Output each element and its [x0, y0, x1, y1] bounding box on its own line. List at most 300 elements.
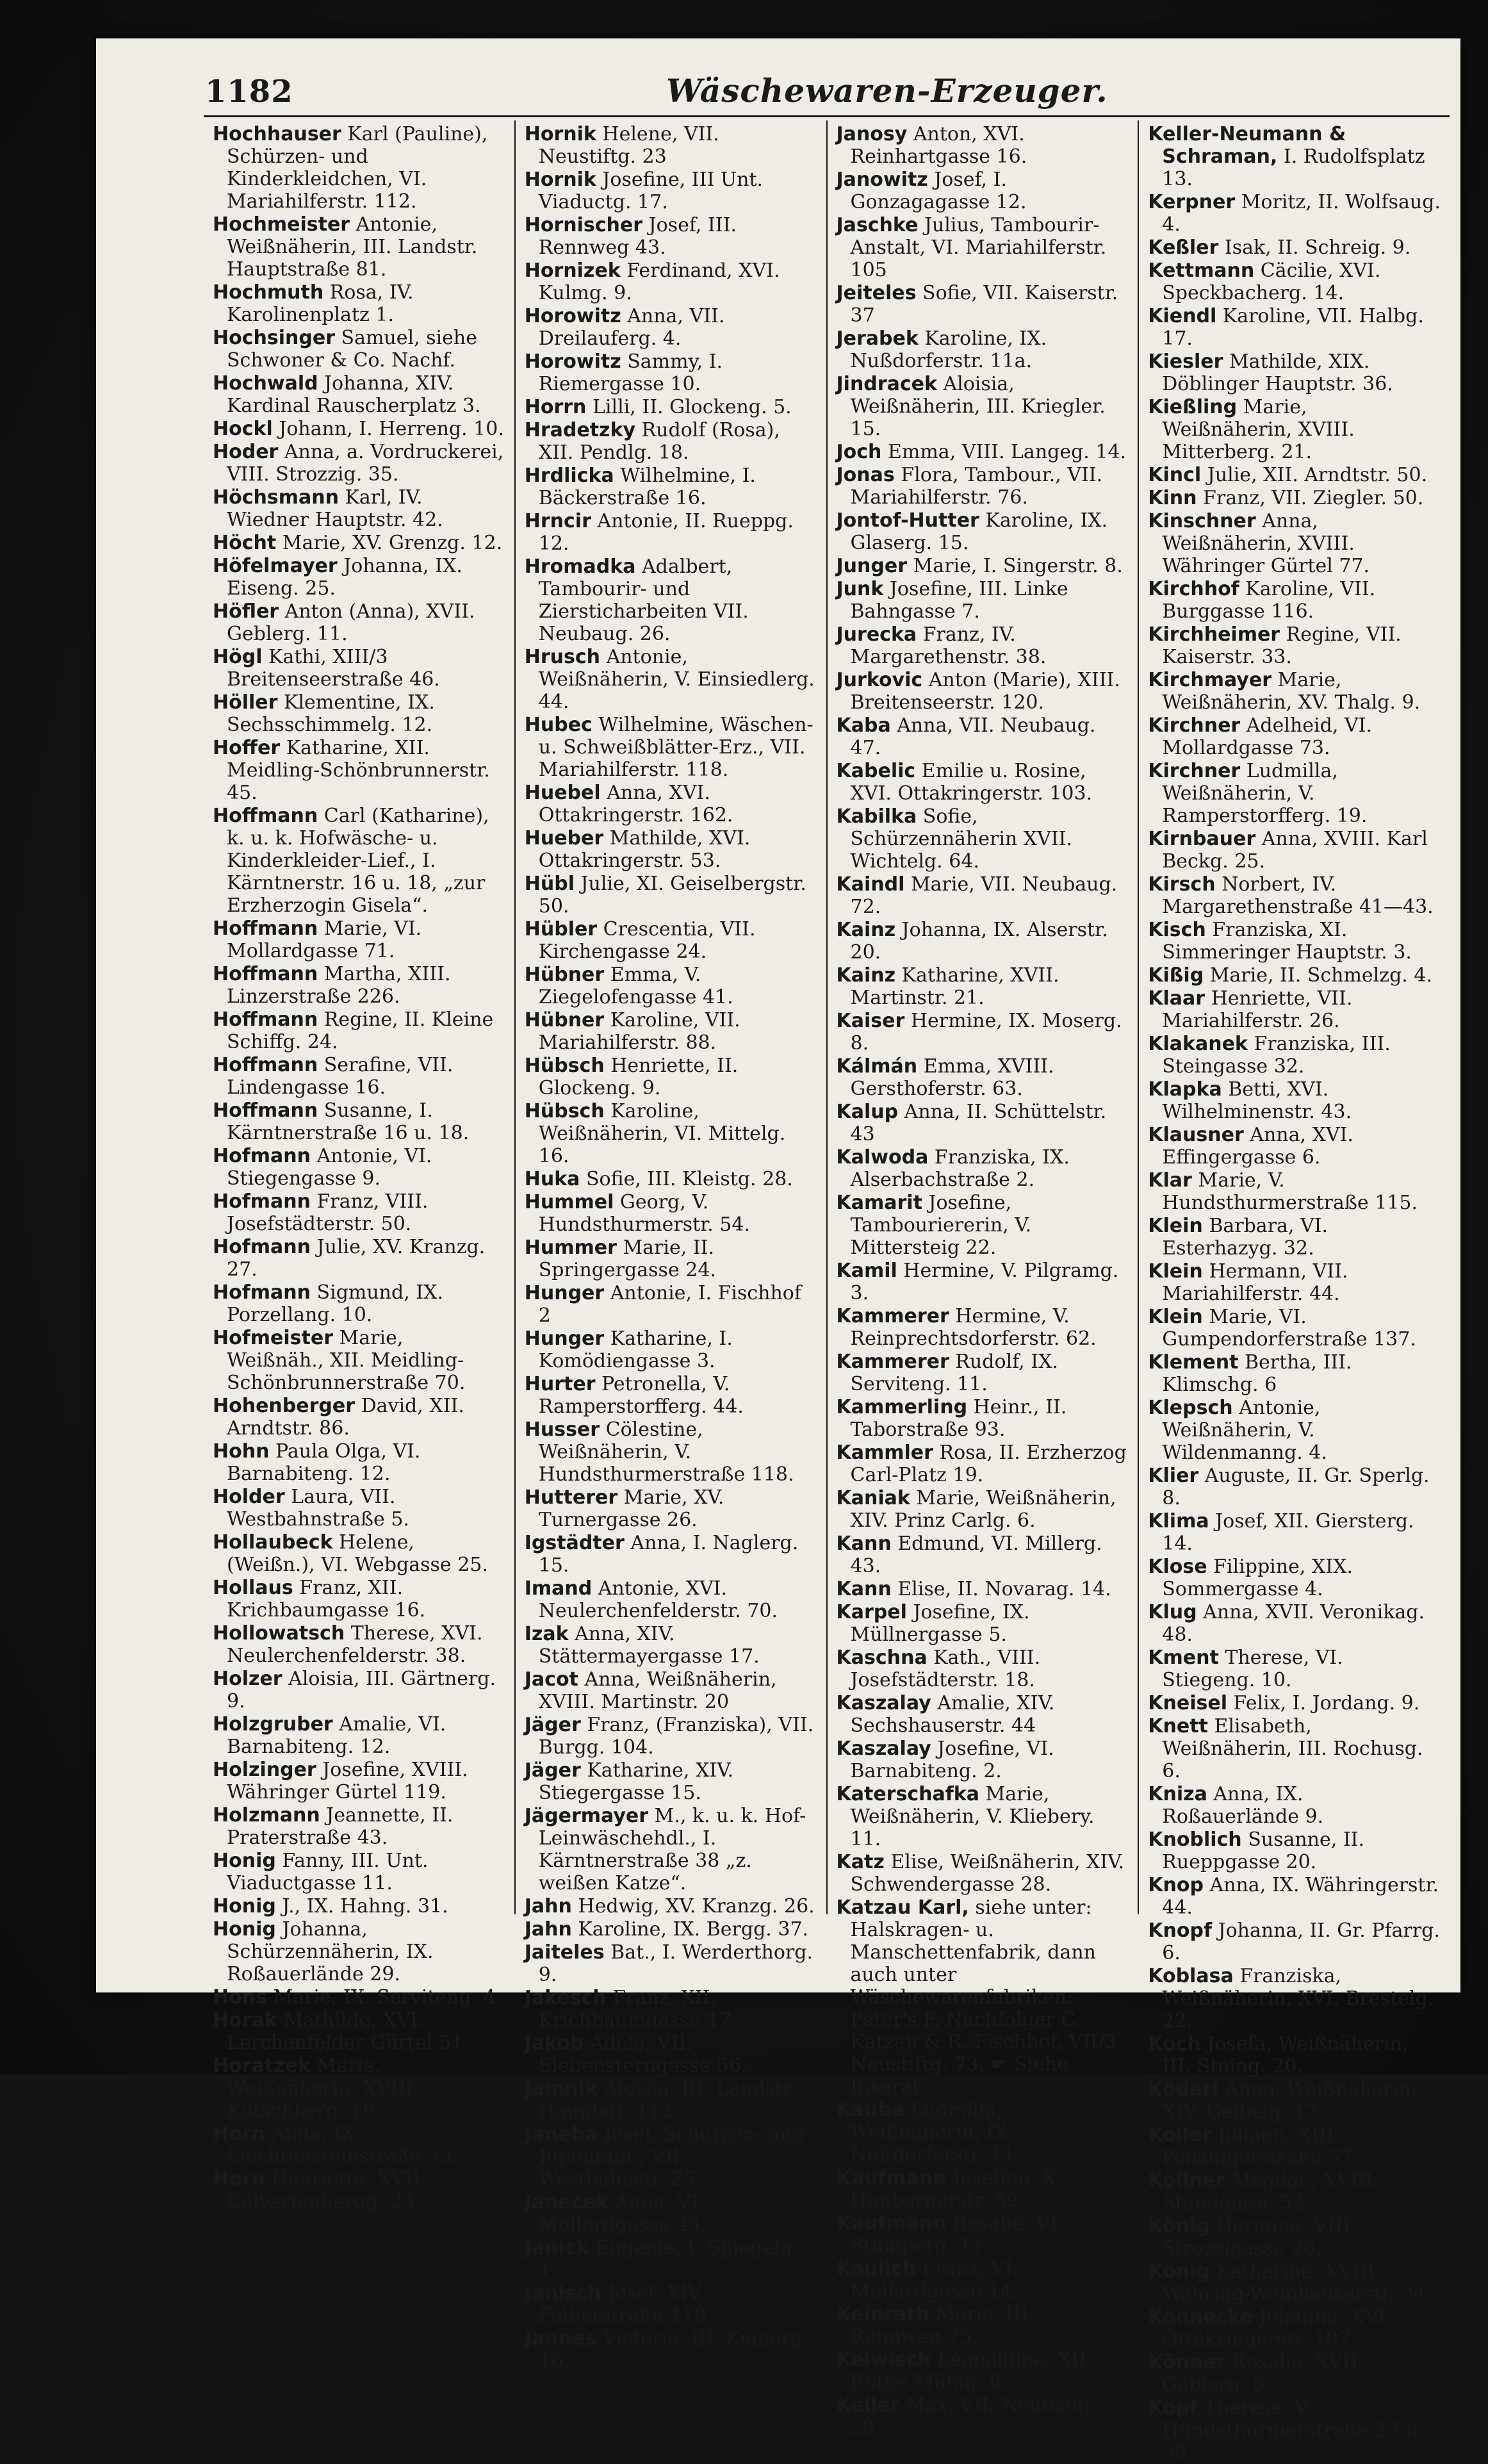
directory-entry [525, 1668, 817, 1713]
entry-name: Köderl [1148, 2078, 1219, 2101]
entry-details: Karoline, IX. Nußdorferstr. 11a. [850, 327, 1047, 372]
entry-details: Hermine, IX. Moserg. 8. [850, 1010, 1122, 1055]
entry-name: Hübler [524, 918, 598, 940]
directory-entry [525, 1759, 817, 1804]
directory-entry [213, 327, 505, 372]
entry-details: J., IX. Hahng. 31. [282, 1895, 448, 1918]
directory-entry [1148, 464, 1441, 486]
entry-details: Samuel, siehe Schwoner & Co. Nachf. [227, 327, 477, 372]
directory-entry [525, 214, 817, 259]
entry-name: Kaulich [836, 2258, 917, 2280]
entry-details: Norbert, IV. Margarethenstraße 41—43. [1162, 873, 1434, 918]
entry-name: Könner [1148, 2351, 1226, 2374]
entry-name: Hoffmann [213, 1054, 318, 1076]
entry-name: Kirchner [1148, 760, 1241, 782]
entry-details: Katharine, XVII. Martinstr. 21. [850, 964, 1059, 1009]
directory-entry [837, 1737, 1129, 1782]
entry-name: Hradetzky [524, 419, 636, 441]
directory-entry [837, 669, 1129, 714]
directory-entry [213, 600, 505, 645]
entry-name: Köllner [1148, 2169, 1225, 2192]
directory-entry [213, 281, 505, 326]
directory-entry [1148, 1783, 1441, 1828]
directory-entry [1148, 2397, 1441, 2464]
entry-details: Flora, Tambour., VII. Mariahilferstr. 76. [850, 464, 1103, 509]
directory-entry [837, 1010, 1129, 1055]
entry-details: Therese, XVI. Neulerchenfelderstr. 38. [227, 1622, 483, 1667]
entry-name: Kirsch [1148, 873, 1216, 896]
directory-entry [1148, 1260, 1441, 1305]
entry-details: Mathilde, XVI. Lerchenfelder Gürtel 51. [227, 2009, 470, 2054]
entry-details: Rosa, IV. Karolinenplatz 1. [227, 281, 414, 326]
directory-entry [837, 1441, 1129, 1486]
entry-details: Josefine, IX. Müllnergasse 5. [850, 1601, 1030, 1646]
column-2 [516, 120, 828, 2372]
directory-entry [213, 1918, 505, 1985]
entry-name: Honig [213, 1850, 276, 1872]
directory-entry [213, 737, 505, 804]
directory-entry [213, 1236, 505, 1281]
directory-entry [213, 1327, 505, 1394]
directory-entry [1148, 1556, 1441, 1600]
entry-name: Köpf [1148, 2397, 1198, 2419]
entry-details: Anna, VII. Dreilauferg. 4. [538, 305, 725, 350]
entry-details: Antonie, I. Fischhof 2 [538, 1282, 801, 1327]
directory-entry [837, 2258, 1129, 2303]
entry-name: Junger [836, 555, 907, 577]
directory-entry [1148, 396, 1441, 463]
entry-name: Junk [836, 578, 884, 600]
entry-details: Marie, II. Schmelzg. 4. [1209, 964, 1432, 987]
entry-name: Kirchheimer [1148, 623, 1280, 646]
entry-details: Rosalie, XVII. Geblerg. 6. [1162, 2351, 1364, 2396]
entry-name: Imand [524, 1577, 593, 1600]
entry-details: Max, VII. Neubaug. 29. [850, 2394, 1097, 2439]
entry-name: Hockl [213, 418, 273, 440]
entry-name: Kaschna [836, 1647, 928, 1669]
entry-details: Adalbert, Tambourir- und Ziersticharbeiten VII. Neubaug. 26. [538, 555, 749, 645]
entry-details: Anton (Anna), XVII. Geblerg. 11. [227, 600, 475, 645]
directory-entry [837, 373, 1129, 440]
directory-columns [204, 120, 1450, 2464]
entry-details: Anna, XVII. Veronikag. 48. [1162, 1601, 1425, 1646]
directory-entry [1148, 1169, 1441, 1214]
entry-details: Anna, Weißnäherin, XIV. Geibelg. 17. [1162, 2078, 1418, 2123]
entry-name: Kauba [836, 2099, 905, 2121]
entry-details: Anna, XVIII. Karl Beckg. 25. [1162, 828, 1428, 873]
directory-entry [525, 2282, 817, 2327]
entry-name: Horrn [524, 396, 587, 418]
directory-entry [1148, 1465, 1441, 1509]
entry-details: Katharine, XIV. Stiegergasse 15. [538, 1759, 734, 1804]
entry-details: Franziska, Weißnäherin, XVI. Brestelg. 22. [1162, 1965, 1434, 2032]
entry-name: Hutterer [524, 1486, 618, 1509]
entry-name: Keller-Neumann & Schraman, [1148, 123, 1346, 168]
entry-details: Marie, Weißnäherin, XV. Thalg. 9. [1162, 669, 1421, 714]
entry-name: Köller [1148, 2124, 1212, 2146]
entry-details: Victorie, III. Keinerg. 16. [538, 2328, 809, 2372]
entry-details: Rosalie, VI. Stumperg. 11. [850, 2212, 1064, 2257]
directory-entry [837, 1601, 1129, 1646]
entry-details: Helene, VII. Neustiftg. 23 [538, 123, 719, 168]
entry-details: Martha, XIII. Linzerstraße 226. [227, 963, 451, 1008]
entry-name: Kammerer [836, 1305, 949, 1327]
entry-name: Joch [836, 441, 882, 463]
entry-details: Paula Olga, VI. Barnabiteng. 12. [227, 1440, 421, 1485]
entry-name: Kammerling [836, 1396, 968, 1418]
directory-entry [837, 441, 1129, 463]
entry-name: Hübsch [524, 1055, 605, 1077]
entry-name: Izak [524, 1623, 569, 1645]
directory-entry [1148, 1306, 1441, 1351]
directory-entry [525, 2328, 817, 2372]
entry-details: Klementine, IX. Sechsschimmelg. 12. [227, 691, 435, 736]
entry-details: Regine, VII. Kaiserstr. 33. [1162, 623, 1402, 668]
entry-details: Josef, I. Gonzagagasse 12. [850, 168, 1027, 213]
directory-entry [837, 1532, 1129, 1577]
entry-details: Antonie, VI. Stiegengasse 9. [227, 1145, 432, 1190]
entry-details: Fanny, III. Unt. Viaductgasse 11. [227, 1850, 429, 1894]
column-4 [1139, 120, 1450, 2464]
directory-entry [837, 1487, 1129, 1532]
entry-details: Johann, XIII. Penzingerstraße 57. [1162, 2124, 1359, 2169]
entry-name: Kiesler [1148, 350, 1223, 373]
directory-entry [525, 1100, 817, 1167]
entry-name: Kaszalay [836, 1737, 931, 1760]
entry-name: Hunger [524, 1282, 605, 1304]
directory-entry [837, 2212, 1129, 2257]
entry-details: Hermine, VIII. Strozzigasse 26. [1162, 2215, 1357, 2260]
entry-details: Karoline, VII. Halbg. 17. [1162, 305, 1424, 350]
entry-details: Karoline, VII. Burggasse 116. [1162, 578, 1376, 623]
entry-details: Josefine, Tambouriererin, V. Mittersteig 22. [850, 1192, 1032, 1259]
directory-entry [1148, 1215, 1441, 1260]
directory-entry [525, 964, 817, 1008]
entry-name: Jakob [524, 2032, 584, 2055]
entry-details: Wilhelmine, Wäschen- u. Schweißblätter-Erz., VII. Mariahilferstr. 118. [538, 714, 813, 781]
entry-name: Keinrath [836, 2303, 929, 2326]
entry-name: Hofmann [213, 1190, 311, 1213]
directory-entry [213, 1986, 505, 2008]
entry-details: Adele, VII. Siebensterngasse 56. [538, 2032, 748, 2077]
entry-details: Lilli, II. Glockeng. 5. [592, 396, 792, 418]
entry-details: Marie, VI. Mollardgasse 71. [227, 917, 422, 962]
entry-name: Hromadka [524, 555, 636, 578]
entry-name: Hrdlicka [524, 464, 614, 487]
directory-entry [837, 123, 1129, 168]
entry-details: Emma, V. Ziegelofengasse 41. [538, 964, 733, 1008]
directory-entry [525, 1532, 817, 1577]
directory-entry [837, 623, 1129, 668]
directory-entry [525, 1486, 817, 1531]
directory-entry [525, 1918, 817, 1941]
column-1 [204, 120, 516, 2213]
entry-name: Knoblich [1148, 1828, 1242, 1851]
entry-details: Auguste, II. Gr. Sperlg. 8. [1162, 1465, 1430, 1509]
directory-entry [213, 1759, 505, 1803]
entry-name: Kaufmann [836, 2167, 947, 2189]
entry-details: Georg, V. Hundsthurmerstr. 54. [538, 1191, 751, 1236]
directory-entry [213, 1895, 505, 1918]
entry-details: Rosa, II. Erzherzog Carl-Platz 19. [850, 1441, 1127, 1486]
entry-details: Johanna, Schürzennäherin, IX. Roßauerlände 29. [227, 1918, 434, 1985]
directory-entry [1148, 259, 1441, 304]
directory-entry [837, 168, 1129, 213]
entry-details: Elise, II. Novarag. 14. [897, 1578, 1111, 1600]
entry-details: Franziska, III. Steingasse 32. [1162, 1033, 1391, 1078]
entry-details: Aloisia, III. Gärtnerg. 9. [227, 1668, 496, 1712]
entry-name: Horowitz [524, 350, 621, 373]
entry-name: Hofmann [213, 1145, 311, 1167]
entry-details: M., k. u. k. Hof-Leinwäschehdl., I. Kärntnerstraße 38 „z. weißen Katze“. [538, 1805, 806, 1894]
entry-name: Igstädter [524, 1532, 625, 1554]
entry-name: Keßler [1148, 236, 1219, 259]
page-title: Wäschewaren-Erzeuger. [666, 72, 1108, 110]
entry-details: Josefine, X. Himbergerstr. 59. [850, 2167, 1062, 2212]
entry-name: Kirnbauer [1148, 828, 1256, 850]
entry-details: Franz, XII. Krichbaumgasse 17. [538, 1987, 737, 2032]
entry-name: Kirchhof [1148, 578, 1239, 600]
entry-details: Josef, XIV. Felberstraße 110. [538, 2282, 713, 2327]
entry-name: Hons [213, 1986, 267, 2008]
directory-entry [213, 691, 505, 736]
entry-name: Hohenberger [213, 1395, 356, 1417]
directory-entry [213, 963, 505, 1008]
directory-entry [525, 646, 817, 713]
entry-details: Betti, XVI. Wilhelminenstr. 43. [1162, 1078, 1352, 1123]
column-3 [828, 120, 1140, 2439]
directory-entry [213, 1145, 505, 1190]
directory-entry [525, 1623, 817, 1668]
entry-details: Anna, XIV. Stättermayergasse 17. [538, 1623, 760, 1668]
directory-entry [525, 1895, 817, 1918]
directory-entry [525, 827, 817, 872]
directory-entry [837, 2167, 1129, 2212]
directory-entry [1148, 1078, 1441, 1123]
entry-name: Honig [213, 1918, 276, 1941]
entry-name: Hoffmann [213, 963, 318, 985]
entry-name: Kann [836, 1578, 892, 1600]
entry-name: Hueber [524, 827, 604, 850]
directory-entry [837, 1851, 1129, 1896]
directory-entry [837, 1783, 1129, 1850]
directory-entry [525, 1805, 817, 1894]
entry-name: Hrusch [524, 646, 601, 668]
entry-name: Kneisel [1148, 1692, 1227, 1714]
entry-name: Koblasa [1148, 1965, 1234, 1987]
entry-details: Sigmund, IX. Porzellang. 10. [227, 1281, 444, 1326]
entry-name: Horowitz [524, 305, 621, 327]
directory-entry [525, 350, 817, 395]
directory-entry [1148, 714, 1441, 759]
entry-details: Kath., VIII. Josefstädterstr. 18. [850, 1647, 1041, 1691]
entry-details: Josefine, III Unt. Viaductg. 17. [538, 168, 764, 213]
directory-entry [1148, 623, 1441, 668]
entry-name: Kalup [836, 1101, 899, 1123]
entry-name: Hoffer [213, 737, 281, 759]
directory-entry [837, 919, 1129, 964]
directory-entry [1148, 191, 1441, 236]
entry-name: Holzinger [213, 1759, 316, 1781]
entry-name: König [1148, 2215, 1210, 2237]
entry-name: Klug [1148, 1601, 1197, 1623]
directory-entry [1148, 350, 1441, 395]
entry-name: Horak [213, 2009, 277, 2032]
entry-name: Hoder [213, 441, 279, 463]
entry-details: Laura, VII. Westbahnstraße 5. [227, 1486, 409, 1531]
directory-entry [837, 1305, 1129, 1350]
entry-details: Henriette, II. Glockeng. 9. [538, 1055, 739, 1099]
entry-name: Kerpner [1148, 191, 1236, 213]
entry-details: Helene, (Weißn.), VI. Webgasse 25. [227, 1531, 488, 1576]
directory-entry [213, 1622, 505, 1667]
entry-details: Bat., I. Werderthorg. 9. [538, 1941, 813, 1986]
directory-entry [837, 1578, 1129, 1600]
entry-details: Sofie, VII. Kaiserstr. 37 [850, 282, 1118, 327]
entry-details: Franziska, IX. Alserbachstraße 2. [850, 1146, 1070, 1191]
directory-entry [1148, 1965, 1441, 2032]
entry-details: Franz, VII. Ziegler. 50. [1203, 487, 1424, 509]
directory-entry [525, 2078, 817, 2123]
entry-name: Kamarit [836, 1192, 922, 1214]
directory-entry [1148, 1828, 1441, 1873]
directory-entry [525, 1236, 817, 1281]
directory-entry [1148, 1874, 1441, 1919]
entry-name: Jannes [524, 2328, 597, 2350]
entry-name: Hübsch [524, 1100, 605, 1122]
directory-entry [837, 714, 1129, 759]
directory-entry [213, 1099, 505, 1144]
entry-name: Hoffmann [213, 917, 318, 940]
entry-name: Klepsch [1148, 1397, 1233, 1419]
entry-name: Jäger [524, 1759, 581, 1782]
directory-entry [1148, 1351, 1441, 1396]
entry-name: Katzau Karl, [836, 1896, 969, 1919]
directory-entry [1148, 669, 1441, 714]
entry-details: Josefine, VI. Barnabiteng. 2. [850, 1737, 1054, 1782]
entry-details: Carl (Katharine), k. u. k. Hofwäsche- u. Kinderkleider-Lief., I. Kärntnerstr. 16 u. 18, „zur Erzherzogin Gisela“. [227, 805, 489, 917]
entry-name: Hofmeister [213, 1327, 333, 1349]
entry-name: Knett [1148, 1715, 1208, 1737]
entry-name: Kaindl [836, 873, 905, 896]
entry-name: Kabelic [836, 760, 916, 782]
entry-name: Horn [213, 2168, 265, 2190]
directory-entry [1148, 236, 1441, 259]
entry-name: Huka [524, 1168, 580, 1190]
entry-name: Klar [1148, 1169, 1192, 1192]
entry-details: Isak, II. Schreig. 9. [1224, 236, 1411, 259]
entry-details: Heinr., II. Taborstraße 93. [850, 1396, 1067, 1441]
directory-entry [525, 510, 817, 555]
entry-details: Adelheid, VI. Mollardgasse 73. [1162, 714, 1372, 759]
entry-details: Elisabeth, Weißnäherin, III. Rochusg. 6. [1162, 1715, 1423, 1782]
entry-name: Kalwoda [836, 1146, 929, 1169]
entry-details: Josefine, XVIII. Währinger Gürtel 119. [227, 1759, 468, 1803]
entry-name: Kißig [1148, 964, 1204, 987]
entry-details: siehe unter: Halskragen- u. Manschettenfabrik, dann auch unter Wäschewarenfabriken: Peter's F. Nachfolger C. Katzau & R. Fischhof, VII/3 Neustiftg. 73. ☛ Siehe Inserat. [850, 1896, 1117, 2098]
entry-details: Anton (Marie), XIII. Breitenseerstr. 120. [850, 669, 1120, 714]
entry-name: Janick [524, 2237, 589, 2259]
directory-entry [837, 1260, 1129, 1304]
entry-name: Koch [1148, 2033, 1201, 2055]
entry-details: Marie, XV. Grenzg. 12. [282, 532, 503, 554]
directory-entry [213, 1486, 505, 1531]
entry-details: Cölestine, Weißnäherin, V. Hundsthurmerstraße 118. [538, 1418, 794, 1486]
entry-name: Knop [1148, 1874, 1204, 1896]
entry-name: Hoffmann [213, 1099, 318, 1122]
entry-name: Jaiteles [524, 1941, 605, 1964]
entry-details: Johann, I. Herreng. 10. [279, 418, 504, 440]
entry-details: Franz, VI. Mollardgasse 14. [850, 2258, 1018, 2303]
entry-details: Bertha, III. Klimschg. 6 [1162, 1351, 1352, 1396]
directory-entry [1148, 1647, 1441, 1691]
directory-entry [525, 168, 817, 213]
entry-name: Kirchmayer [1148, 669, 1271, 691]
entry-name: Horn [213, 2123, 265, 2145]
directory-entry [525, 1418, 817, 1486]
directory-entry [213, 2009, 505, 2054]
entry-name: Hollaus [213, 1577, 293, 1599]
directory-entry [213, 1577, 505, 1622]
entry-details: Jeannette, II. Praterstraße 43. [227, 1804, 454, 1849]
entry-details: Anna, XVI. Effingergasse 6. [1162, 1124, 1353, 1169]
entry-details: Katharine, XII. Meidling-Schönbrunnerstr. 45. [227, 737, 490, 804]
entry-name: Högl [213, 646, 263, 668]
entry-details: Karoline, VII. Mariahilferstr. 88. [538, 1009, 740, 1054]
entry-name: Kainz [836, 919, 896, 941]
entry-details: Anna, Weißnäherin, XVIII. Martinstr. 20 [538, 1668, 777, 1713]
entry-details: Johanna, XVI. Ottakringerstr. 107. [1162, 2306, 1392, 2351]
directory-entry [1148, 2169, 1441, 2214]
entry-details: Katharine, I. Komödiengasse 3. [538, 1327, 733, 1372]
entry-name: Jacot [524, 1668, 578, 1691]
directory-entry [213, 1440, 505, 1485]
entry-name: Höcht [213, 532, 277, 554]
directory-entry [837, 509, 1129, 554]
entry-name: Holzgruber [213, 1713, 333, 1736]
entry-details: Rudolf, IX. Serviteng. 11. [850, 1351, 1058, 1395]
directory-entry [1148, 2351, 1441, 2396]
entry-details: Aloisia, Weißnäherin, III. Kriegler. 15. [850, 373, 1106, 440]
directory-entry [525, 305, 817, 350]
entry-details: Serafine, VII. Lindengasse 16. [227, 1054, 454, 1099]
directory-entry [1148, 873, 1441, 918]
entry-name: Janosy [836, 123, 908, 145]
entry-details: Marie, III. Rennweg 75. [850, 2303, 1034, 2348]
directory-entry [213, 917, 505, 962]
entry-details: Eugenie, I. Spiegelg. 1. [538, 2237, 799, 2281]
entry-details: Josef, XII. Giersterg. 14. [1162, 1510, 1414, 1555]
entry-details: Marie, Weißnäherin, V. Kliebery. 11. [850, 1783, 1095, 1850]
directory-entry [213, 555, 505, 600]
entry-name: Höchsmann [213, 486, 339, 509]
entry-name: Klein [1148, 1215, 1203, 1237]
entry-details: Therese, V. Hundsthurmerstraße 37 u. 39. [1162, 2397, 1424, 2464]
entry-details: Anton, XVI. Reinhartgasse 16. [850, 123, 1027, 168]
entry-name: Hochwald [213, 372, 318, 395]
directory-entry [525, 2191, 817, 2236]
directory-entry [213, 1190, 505, 1235]
directory-entry [837, 327, 1129, 372]
entry-name: Klier [1148, 1465, 1199, 1487]
entry-details: Henriette, VII. Mariahilferstr. 26. [1162, 987, 1353, 1032]
entry-name: Hübl [524, 873, 575, 895]
directory-entry [525, 918, 817, 963]
directory-entry [1148, 760, 1441, 827]
entry-name: Hollaubeck [213, 1531, 333, 1554]
entry-name: Kamil [836, 1260, 897, 1282]
directory-entry [213, 441, 505, 486]
